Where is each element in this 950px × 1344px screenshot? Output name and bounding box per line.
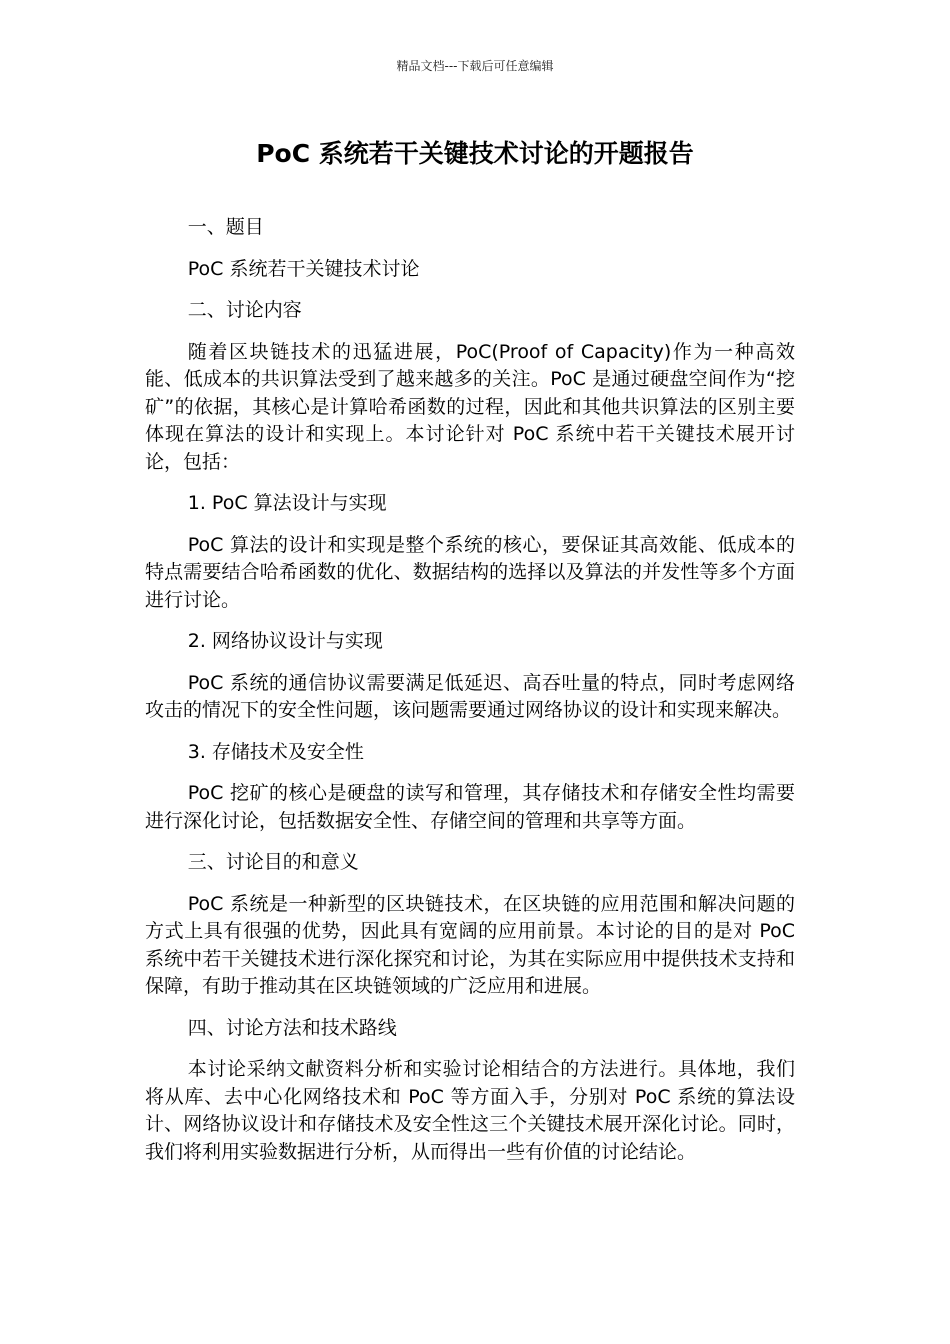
paragraph: PoC 系统的通信协议需要满足低延迟、高吞吐量的特点，同时考虑网络攻击的情况下的安全性问题，该问题需要通过网络协议的设计和实现来解决。 [145, 671, 795, 721]
paragraph: PoC 算法的设计和实现是整个系统的核心，要保证其高效能、低成本的特点需要结合哈希函数的优化、数据结构的选择以及算法的并发性等多个方面进行讨论。 [145, 533, 795, 611]
paragraph: PoC 系统是一种新型的区块链技术，在区块链的应用范围和解决问题的方式上具有很强的优势，因此具有宽阔的应用前景。本讨论的目的是对 PoC 系统中若干关键技术进行深化探究和讨论，为其在实际应用中提供技术支持和保障，有助于推动其在区块链领域的广泛应用和进展。 [145, 892, 795, 997]
paragraph: PoC 挖矿的核心是硬盘的读写和管理，其存储技术和存储安全性均需要进行深化讨论，包括数据安全性、存储空间的管理和共享等方面。 [145, 782, 795, 832]
subsection-heading: 3. 存储技术及安全性 [187, 740, 364, 763]
subsection-heading: 1. PoC 算法设计与实现 [187, 492, 387, 514]
section-heading: 四、讨论方法和技术路线 [187, 1016, 397, 1039]
document-body [145, 214, 795, 1180]
section-heading: 一、题目 [187, 216, 264, 238]
document-title: PoC 系统若干关键技术讨论的开题报告 [256, 139, 694, 168]
section-heading: 三、讨论目的和意义 [187, 851, 359, 873]
subsection-heading: 2. 网络协议设计与实现 [187, 630, 383, 652]
paragraph: 随着区块链技术的迅猛进展，PoC(Proof of Capacity)作为一种高效能、低成本的共识算法受到了越来越多的关注。PoC 是通过硬盘空间作为“挖矿”的依据，其核心是计算哈希函数的过程，因此和其他共识算法的区别主要体现在算法的设计和实现上。本讨论针对 PoC 系统中若干关键技术展开讨论，包括： [145, 340, 795, 473]
paragraph: PoC 系统若干关键技术讨论 [187, 257, 420, 280]
section-heading: 二、讨论内容 [187, 299, 302, 321]
page-header-note: 精品文档---下载后可任意编辑 [396, 59, 554, 73]
paragraph: 本讨论采纳文献资料分析和实验讨论相结合的方法进行。具体地，我们将从库、去中心化网络技术和 PoC 等方面入手，分别对 PoC 系统的算法设计、网络协议设计和存储技术及安全性这三个关键技术展开深化讨论。同时，我们将利用实验数据进行分析，从而得出一些有价值的讨论结论。 [145, 1058, 795, 1163]
